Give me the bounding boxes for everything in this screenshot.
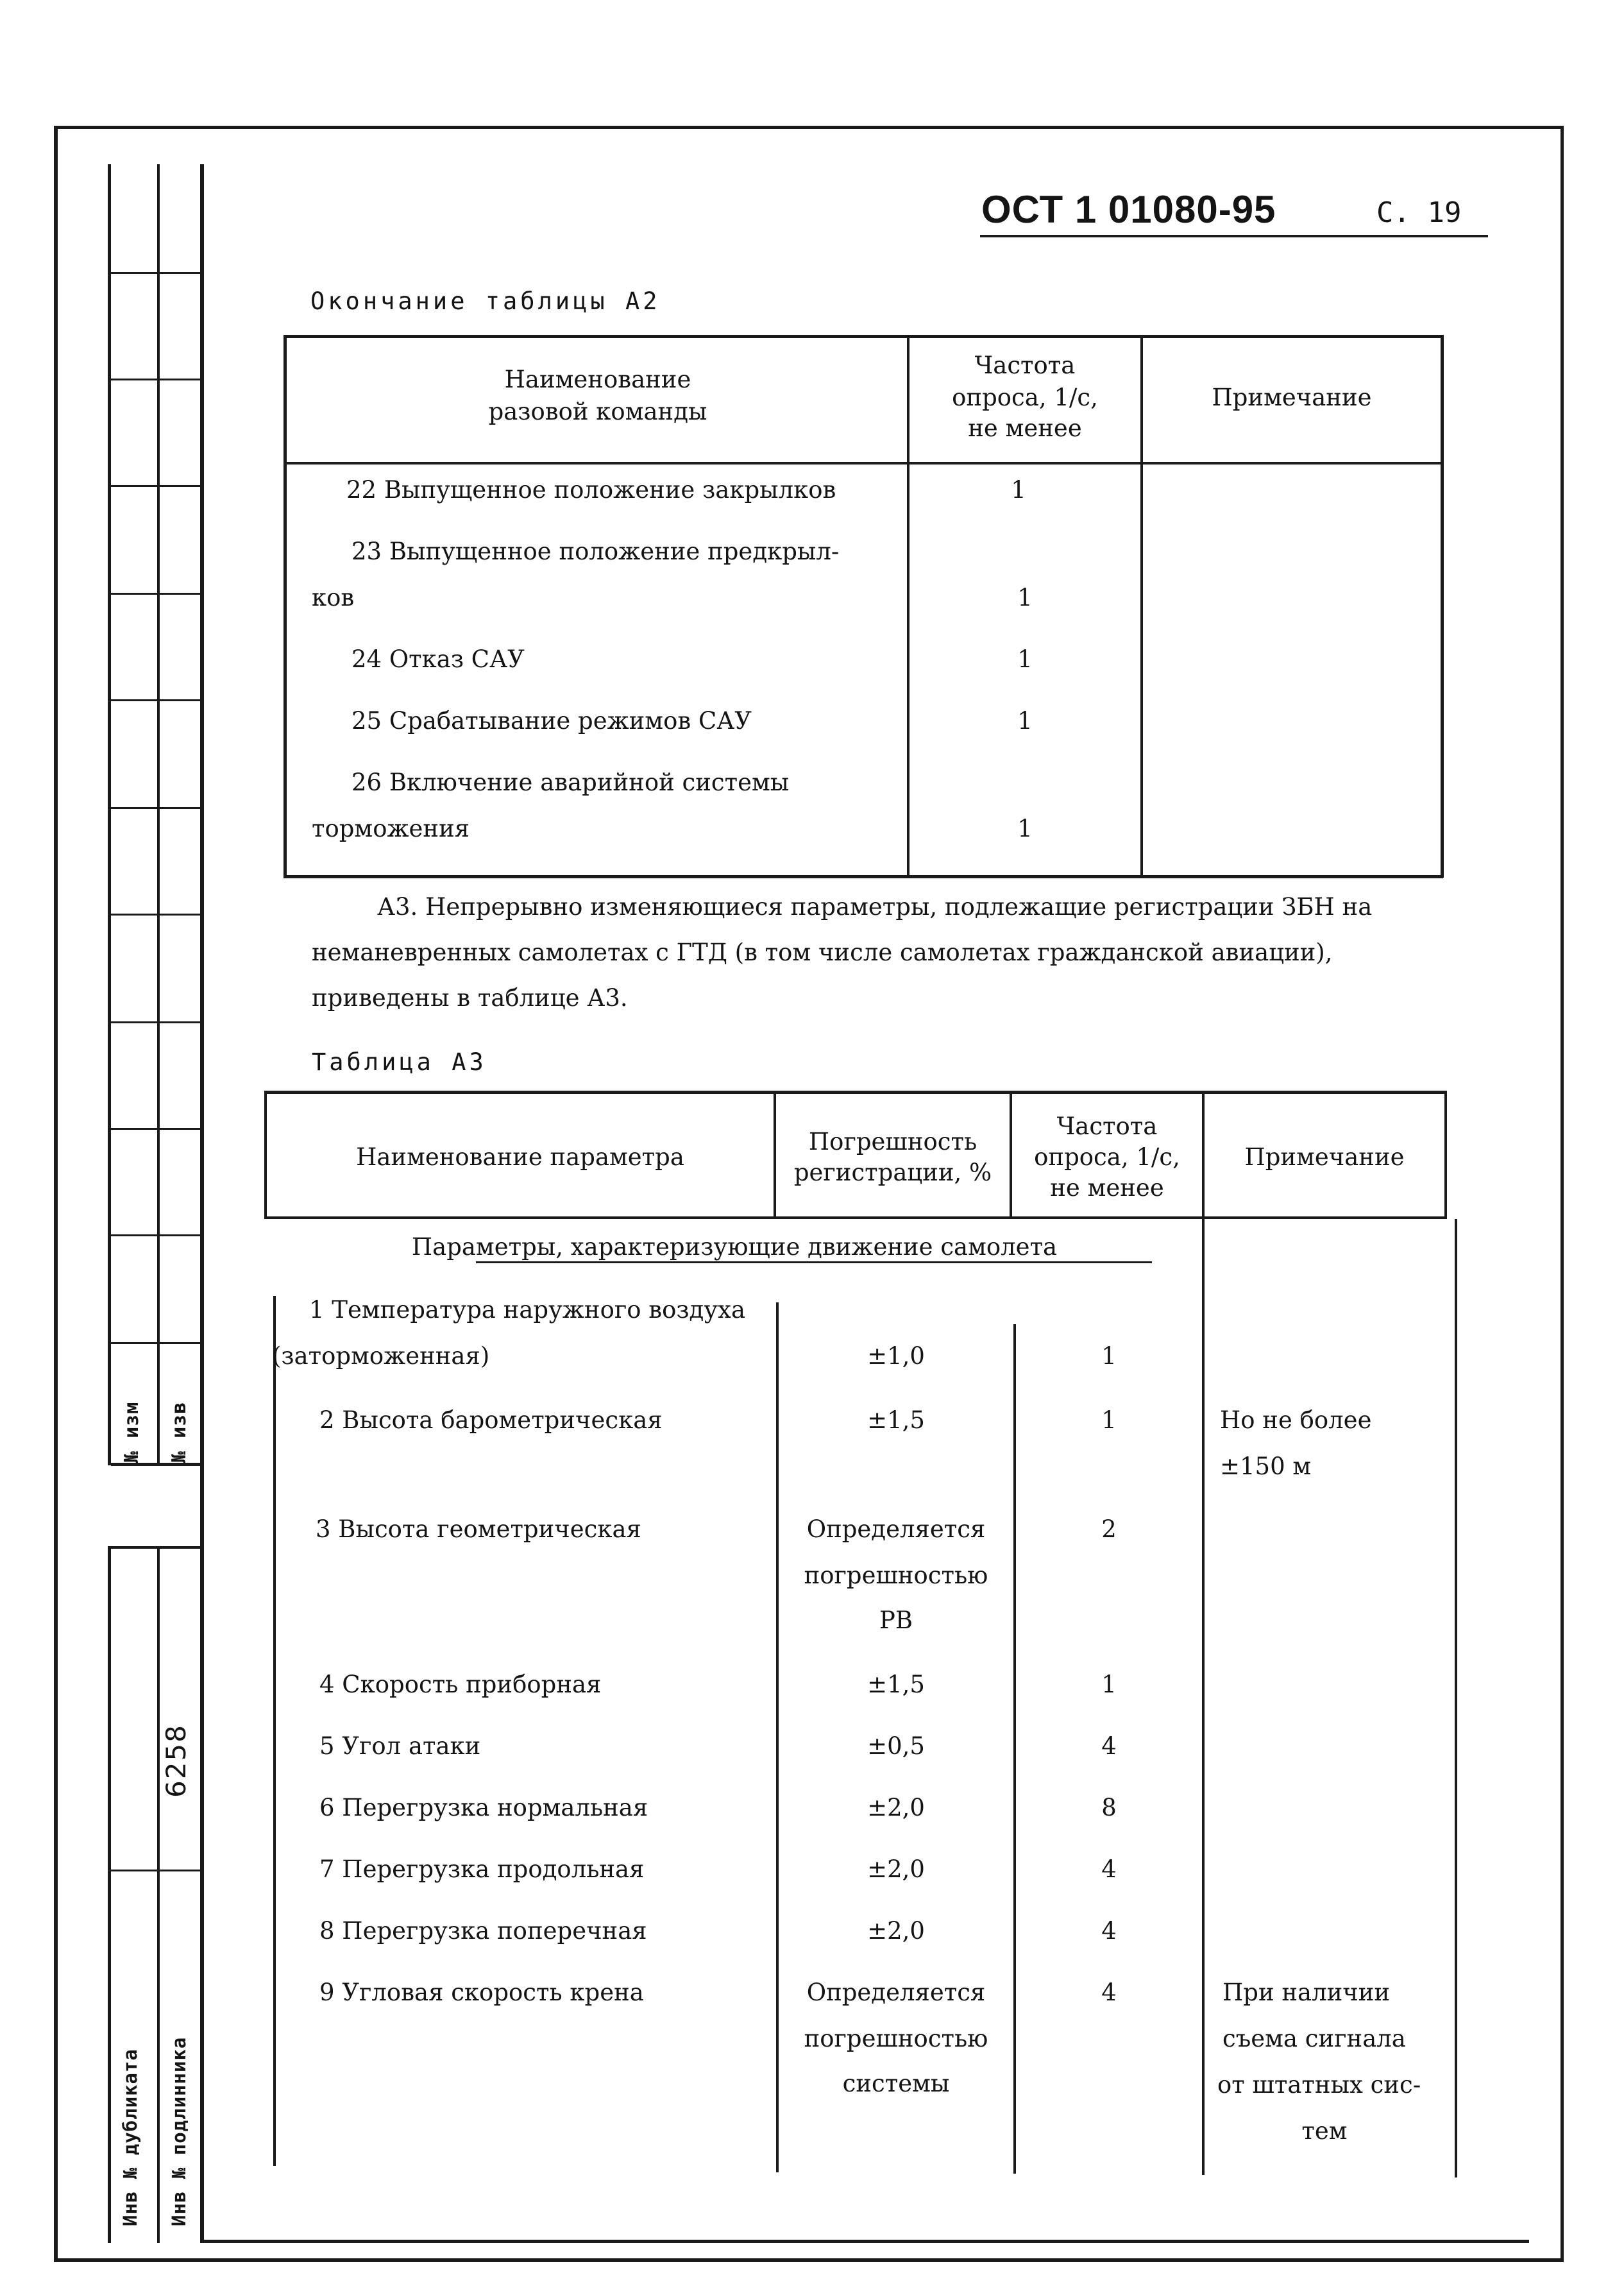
change-no-label: № изм [121,1401,143,1463]
a3-row9-note-line2: съема сигнала [1222,2025,1406,2052]
a3-row1-name-line1: 1 Температура наружного воздуха [309,1296,746,1324]
a3-row2-name: 2 Высота барометрическая [319,1406,663,1434]
a2-col-freq-line2: опроса, 1/с, [952,384,1098,411]
a3-row3-error-line3: РВ [879,1606,913,1634]
a3-section-title: Параметры, характеризующие движение самолета [411,1233,1058,1261]
change-log-strip [108,164,200,1465]
a3-row3-error-line1: Определяется [806,1515,986,1543]
a3-row9-name: 9 Угловая скорость крена [319,1979,644,2006]
a3-row9-note-line1: При наличии [1222,1979,1391,2006]
a2-col-freq-line3: не менее [968,414,1082,442]
a3-row1-freq: 1 [1101,1342,1117,1370]
a3-row3-freq: 2 [1101,1515,1117,1543]
a3-row7-error: ±2,0 [867,1855,925,1883]
a3-row4-freq: 1 [1101,1671,1117,1698]
a2-row22-freq: 1 [1011,476,1026,504]
a2-row24-freq: 1 [1017,645,1033,673]
a3-col-freq-line2: опроса, 1/с, [1034,1143,1180,1171]
table-a3-caption: Таблица А3 [312,1048,487,1076]
a3-col-freq-line1: Частота [1056,1112,1158,1140]
a2-row24-name: 24 Отказ САУ [351,645,525,673]
inventory-number: 6258 [160,1724,192,1798]
a3-row8-freq: 4 [1101,1917,1117,1945]
a2-row26-name-line1: 26 Включение аварийной системы [351,769,790,796]
paragraph-line-3: приведены в таблице А3. [312,984,628,1012]
a3-row6-error: ±2,0 [867,1794,925,1821]
a2-row25-freq: 1 [1017,707,1033,735]
a3-row1-error: ±1,0 [867,1342,925,1370]
a3-row7-freq: 4 [1101,1855,1117,1883]
a3-col-name: Наименование параметра [356,1143,684,1171]
a3-col-error-line2: регистрации, % [793,1159,992,1186]
a3-row7-name: 7 Перегрузка продольная [319,1855,645,1883]
a3-row1-name-line2: (заторможенная) [272,1342,490,1370]
a2-row23-name-line2: ков [312,584,355,611]
a2-row23-name-line1: 23 Выпущенное положение предкрыл- [351,538,840,565]
a2-col-freq-line1: Частота [974,352,1076,379]
a3-row5-name: 5 Угол атаки [319,1732,481,1760]
a3-row9-freq: 4 [1101,1979,1117,2006]
a3-row9-error-line3: системы [842,2070,950,2097]
notice-no-label: № изв [168,1401,190,1463]
a3-row4-error: ±1,5 [867,1671,925,1698]
a3-row8-name: 8 Перегрузка поперечная [319,1917,647,1945]
paragraph-line-2: неманевренных самолетах с ГТД (в том числе самолетах гражданской авиации), [312,939,1333,966]
page-number: С. 19 [1376,196,1462,229]
a2-col-note: Примечание [1212,384,1372,411]
a3-row2-note-line1: Но не более [1220,1406,1372,1434]
duplicate-label: Инв № дубликата [119,2049,141,2226]
a3-row2-note-line2: ±150 м [1220,1453,1312,1480]
a3-col-freq-line3: не менее [1050,1174,1164,1202]
document-code: ОСТ 1 01080-95 [981,188,1276,231]
a3-row4-name: 4 Скорость приборная [319,1671,602,1698]
a3-row6-freq: 8 [1101,1794,1117,1821]
a2-col-name-line1: Наименование [504,366,691,393]
a2-row26-freq: 1 [1017,815,1033,842]
a2-col-name-line2: разовой команды [488,398,707,425]
a3-row2-freq: 1 [1101,1406,1117,1434]
a3-row9-error-line2: погрешностью [804,2025,988,2052]
a2-row23-freq: 1 [1017,584,1033,611]
a3-row6-name: 6 Перегрузка нормальная [319,1794,648,1821]
a3-col-error-line1: Погрешность [808,1128,977,1155]
a3-row5-freq: 4 [1101,1732,1117,1760]
table-a2-caption: Окончание таблицы А2 [310,287,661,315]
paragraph-line-1: А3. Непрерывно изменяющиеся параметры, подлежащие регистрации ЗБН на [377,893,1373,921]
a3-row3-name: 3 Высота геометрическая [316,1515,641,1543]
a3-row3-error-line2: погрешностью [804,1562,988,1589]
a3-row8-error: ±2,0 [867,1917,925,1945]
original-label: Инв № подлинника [168,2036,190,2226]
a3-row9-error-line1: Определяется [806,1979,986,2006]
a2-row22-name: 22 Выпущенное положение закрылков [346,476,836,504]
a3-col-note: Примечание [1244,1143,1405,1171]
a2-row26-name-line2: торможения [312,815,470,842]
a3-row5-error: ±0,5 [867,1732,925,1760]
a3-row9-note-line4: тем [1301,2117,1348,2145]
a3-row9-note-line3: от штатных сис- [1217,2071,1421,2099]
a2-row25-name: 25 Срабатывание режимов САУ [351,707,752,735]
header-underline [980,235,1488,237]
a3-row2-error: ±1,5 [867,1406,925,1434]
